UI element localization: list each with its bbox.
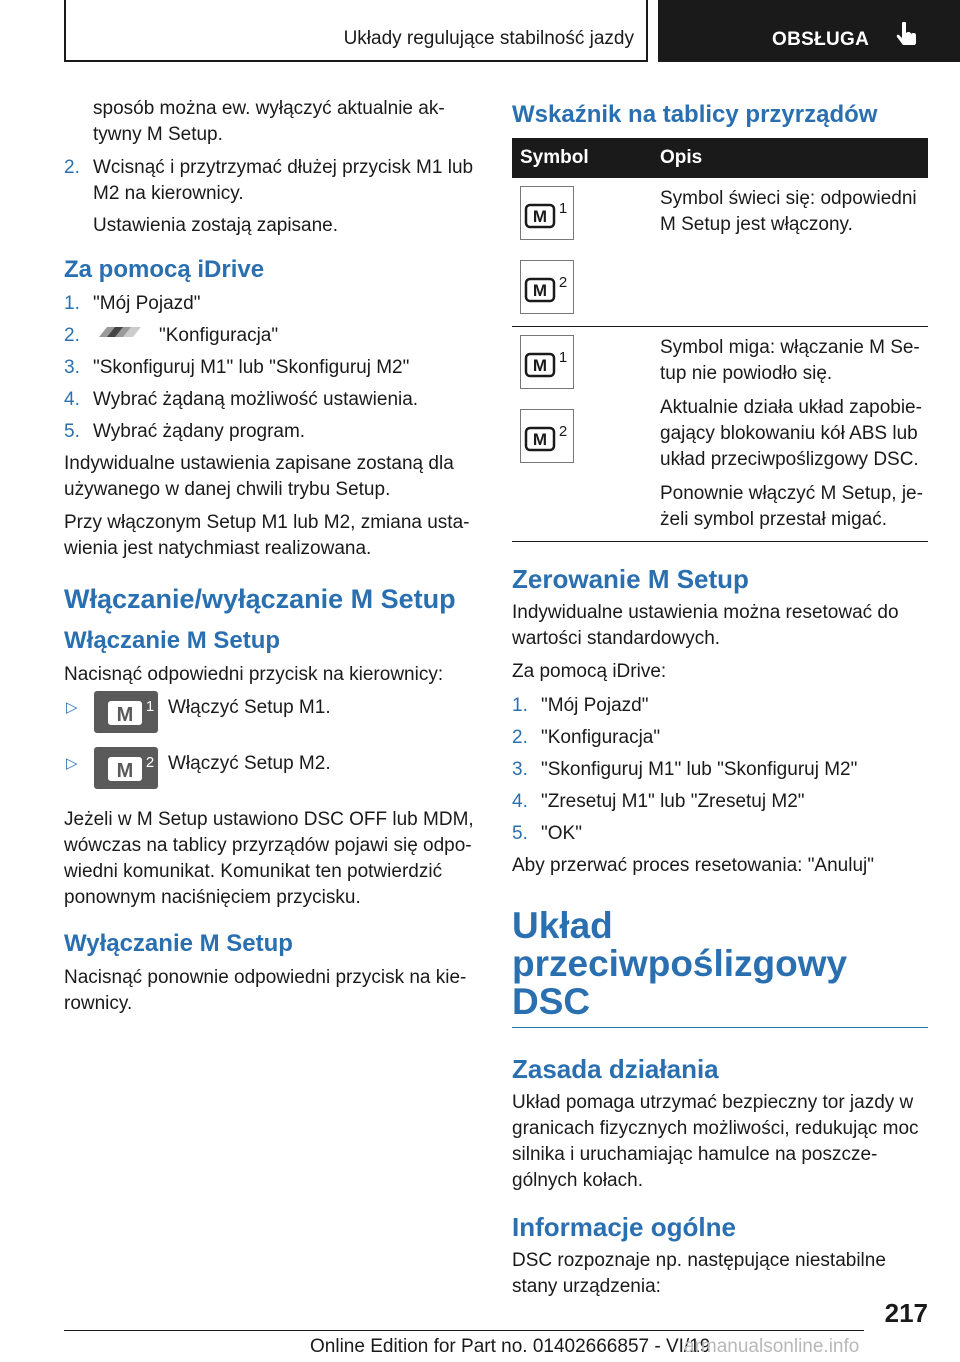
table-cell [512,327,652,542]
bullet-text: Włączyć Setup M1. [168,697,331,719]
step-text: "Konfiguracja" [541,727,661,748]
paragraph: Indywidualne ustawienia zapisane zostaną dla używanego w danej chwili trybu Setup. [64,453,454,501]
list-item [512,693,928,719]
step-text: "OK" [541,823,582,844]
settings-icon [93,323,149,349]
paragraph: Nacisnąć ponownie odpowiedni przycisk na kie-rownicy. [64,967,467,1015]
subsection-heading: Włączanie M Setup [64,627,281,655]
step-number: 5. [512,823,528,844]
list-item [64,387,480,413]
section-tab [658,0,960,62]
step-text: "Mój Pojazd" [541,695,649,716]
header-box [64,0,648,62]
section-heading: Informacje ogólne [512,1212,736,1242]
bullet-text: Włączyć Setup M2. [168,753,331,775]
m2-indicator-icon [520,409,574,463]
section-heading: Wskaźnik na tablicy przyrządów [512,101,878,128]
list-item [512,789,928,815]
setup-number: 1 [558,349,568,366]
step-text: "Skonfiguruj M1" lub "Skonfiguruj M2" [93,357,410,379]
m-letter: M [116,704,134,727]
cell-text: Aktualnie działa układ zapobie-gający blokowaniu kół ABS lub układ przeciwpoślizgowy DSC. [660,397,922,470]
edition-text: Online Edition for Part no. 01402666857 - VI/19 [310,1336,711,1357]
section-heading: Za pomocą iDrive [64,256,265,283]
watermark: armanualsonline.info [684,1336,860,1357]
m2-indicator-icon [520,260,574,314]
table-row [512,178,928,326]
paragraph: Za pomocą iDrive: [512,661,667,682]
section-label: OBSŁUGA [772,29,870,50]
chapter-heading: Układ przeciwpoślizgowy DSC [512,905,848,1022]
setup-number: 1 [558,200,568,217]
paragraph: Aby przerwać proces resetowania: "Anuluj" [512,855,874,876]
paragraph: Układ pomaga utrzymać bezpieczny tor jazdy w granicach fizycznych możliwości, redukując moc silnika i uruchamiając hamulce na poszcze-gólnych kołach. [512,1092,919,1191]
left-column [64,96,480,1024]
list-item [512,725,928,751]
step-text: "Skonfiguruj M1" lub "Skonfiguruj M2" [541,759,858,780]
setup-number: 1 [145,698,155,716]
step-text: Wybrać żądaną możliwość ustawienia. [93,389,419,411]
cell-text: Symbol świeci się: odpowiedni M Setup jest włączony. [660,188,917,235]
cell-text: Symbol miga: włączanie M Se-tup nie powiodło się. [660,337,920,384]
m-letter: M [116,760,134,783]
setup-number: 2 [145,754,155,772]
list-item [64,419,480,445]
indicator-table [512,138,928,542]
paragraph: Ustawienia zostają zapisane. [93,215,339,236]
section-heading: Zasada działania [512,1054,719,1084]
section-heading: Zerowanie M Setup [512,564,749,594]
step-number: 2. [64,325,80,346]
step-number: 1. [64,293,80,314]
step-number: 5. [64,421,80,443]
m-letter: M [532,281,548,300]
triangle-bullet-icon: ▷ [66,755,78,773]
step-text: "Zresetuj M1" lub "Zresetuj M2" [541,791,805,812]
step-number: 4. [64,389,80,411]
idrive-steps [64,291,480,445]
column-header: Symbol [512,138,652,178]
table-cell [512,178,652,326]
list-item [64,695,480,741]
cell-text: Ponownie włączyć M Setup, je-żeli symbol przestał migać. [660,483,923,530]
reset-steps [512,693,928,847]
table-divider [512,541,928,542]
list-item [64,155,480,207]
list-item [512,821,928,847]
step-text: "Konfiguracja" [159,325,279,347]
paragraph: sposób można ew. wyłączyć aktualnie ak-tywny M Setup. [93,98,445,145]
step-text: "Mój Pojazd" [93,293,201,314]
table-row [512,327,928,542]
m1-button-icon [94,691,158,733]
paragraph: DSC rozpoznaje np. następujące niestabilne stany urządzenia: [512,1250,886,1297]
m2-button-icon [94,747,158,789]
step-number: 1. [512,695,528,716]
header-title: Układy regulujące stabilność jazdy [343,28,634,49]
m1-indicator-icon [520,186,574,240]
triangle-bullet-icon: ▷ [66,699,78,717]
section-heading: Włączanie/wyłączanie M Setup [64,584,456,615]
heading-rule [512,1027,928,1028]
m-letter: M [532,430,548,449]
table-cell [652,327,928,542]
column-header: Opis [652,138,928,178]
step-number: 2. [64,157,80,178]
paragraph: Jeżeli w M Setup ustawiono DSC OFF lub MDM, wówczas na tablicy przyrządów pojawi się odpo-wiedni komunikat. Komunikat ten potwierdzić ponownym naciśnięciem przycisku. [64,809,474,909]
footer-rule [64,1330,864,1331]
table-cell [652,178,928,326]
m1-indicator-icon [520,335,574,389]
step-number: 2. [512,727,528,748]
step-number: 4. [512,791,528,812]
setup-steps [64,155,480,207]
page-number: 217 [884,1298,928,1328]
m-letter: M [532,356,548,375]
right-column [512,96,928,1307]
paragraph: Indywidualne ustawienia można resetować do wartości standardowych. [512,602,899,649]
step-text: Wcisnąć i przytrzymać dłużej przycisk M1 lub M2 na kierownicy. [93,157,474,204]
table-header-row [512,138,928,178]
step-number: 3. [512,759,528,780]
step-text: Wybrać żądany program. [93,421,306,443]
paragraph: Nacisnąć odpowiedni przycisk na kierownicy: [64,664,444,686]
hand-pointer-icon [894,22,918,57]
list-item [64,291,480,317]
paragraph: Przy włączonym Setup M1 lub M2, zmiana usta-wienia jest natychmiast realizowana. [64,512,470,560]
setup-number: 2 [558,423,568,440]
subsection-heading: Wyłączanie M Setup [64,930,293,958]
list-item [512,757,928,783]
step-number: 3. [64,357,80,379]
list-item [64,355,480,381]
list-item [64,751,480,797]
list-item [64,323,480,349]
m-letter: M [532,207,548,226]
setup-number: 2 [558,274,568,291]
